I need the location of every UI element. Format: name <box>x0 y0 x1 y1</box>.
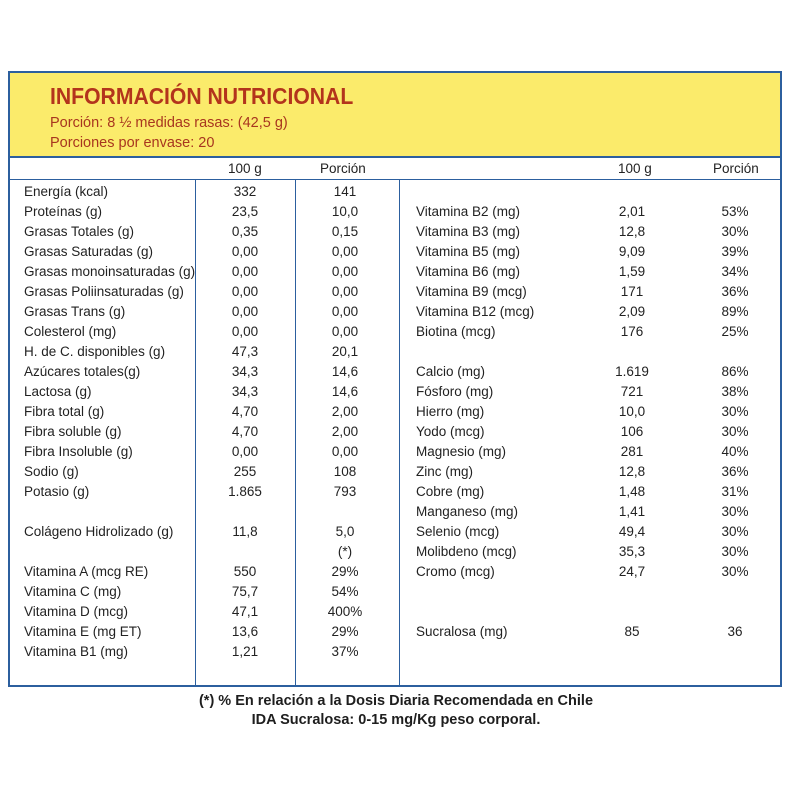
nutrient-label: Proteínas (g) <box>24 204 103 219</box>
nutrient-label: Fibra Insoluble (g) <box>24 444 133 459</box>
value-100g: 0,00 <box>231 284 259 299</box>
value-portion: 36 <box>727 624 743 639</box>
value-100g: 0,00 <box>231 304 259 319</box>
value-100g: 0,00 <box>231 264 259 279</box>
value-100g: 47,3 <box>231 344 259 359</box>
value-100g: 281 <box>620 444 644 459</box>
value-100g: 34,3 <box>231 364 259 379</box>
value-portion: 39% <box>721 244 749 259</box>
value-100g: 1,48 <box>618 484 646 499</box>
value-100g: 47,1 <box>231 604 259 619</box>
value-100g: 10,0 <box>618 404 646 419</box>
value-portion: 54% <box>331 584 359 599</box>
value-100g: 34,3 <box>231 384 259 399</box>
nutrient-label: Vitamina B2 (mg) <box>416 204 521 219</box>
value-100g: 721 <box>620 384 644 399</box>
nutrient-label: Grasas Saturadas (g) <box>24 244 154 259</box>
col-header-right-100g: 100 g <box>618 161 652 176</box>
value-portion: 10,0 <box>331 204 359 219</box>
value-100g: 0,00 <box>231 444 259 459</box>
value-portion: 30% <box>721 404 749 419</box>
footnote-sucralosa: IDA Sucralosa: 0-15 mg/Kg peso corporal. <box>251 712 541 728</box>
value-100g: 12,8 <box>618 464 646 479</box>
value-portion: 5,0 <box>335 524 355 539</box>
nutrient-label: Vitamina B12 (mcg) <box>416 304 535 319</box>
value-100g: 332 <box>233 184 257 199</box>
nutrient-label: Energía (kcal) <box>24 184 109 199</box>
value-portion: 31% <box>721 484 749 499</box>
nutrient-label: Fibra soluble (g) <box>24 424 122 439</box>
value-100g: 4,70 <box>231 404 259 419</box>
value-portion: 0,00 <box>331 444 359 459</box>
col-header-left-100g: 100 g <box>228 161 262 176</box>
value-portion: 36% <box>721 464 749 479</box>
serving-size: Porción: 8 ½ medidas rasas: (42,5 g) <box>50 115 288 131</box>
value-portion: 38% <box>721 384 749 399</box>
nutrient-label: Selenio (mcg) <box>416 524 500 539</box>
value-100g: 11,8 <box>232 524 258 539</box>
value-portion: 14,6 <box>331 364 359 379</box>
value-portion: 29% <box>331 564 359 579</box>
value-portion: 0,15 <box>331 224 359 239</box>
column-divider <box>195 179 196 687</box>
nutrient-label: Manganeso (mg) <box>416 504 519 519</box>
value-portion: 34% <box>721 264 749 279</box>
nutrient-label: Fósforo (mg) <box>416 384 494 399</box>
value-100g: 9,09 <box>618 244 646 259</box>
nutrient-label: Colágeno Hidrolizado (g) <box>24 524 174 539</box>
nutrient-label: Vitamina B5 (mg) <box>416 244 521 259</box>
nutrient-label: Sodio (g) <box>24 464 79 479</box>
col-header-left-portion: Porción <box>320 161 366 176</box>
column-divider <box>399 179 400 687</box>
value-portion: 30% <box>721 224 749 239</box>
value-portion: 0,00 <box>331 244 359 259</box>
nutrient-label: Vitamina B1 (mg) <box>24 644 129 659</box>
value-100g: 4,70 <box>231 424 259 439</box>
value-100g: 35,3 <box>618 544 646 559</box>
nutrient-label: Hierro (mg) <box>416 404 485 419</box>
value-100g: 0,35 <box>231 224 259 239</box>
value-portion: 108 <box>333 464 357 479</box>
value-100g: 13,6 <box>231 624 259 639</box>
nutrient-label: Zinc (mg) <box>416 464 473 479</box>
value-portion: 86% <box>721 364 749 379</box>
value-100g: 1.619 <box>615 364 649 379</box>
value-portion: 0,00 <box>331 324 359 339</box>
nutrient-label: Grasas Poliinsaturadas (g) <box>24 284 184 299</box>
value-100g: 1.865 <box>228 484 262 499</box>
nutrient-label: Vitamina B3 (mg) <box>416 224 521 239</box>
nutrient-label: Biotina (mcg) <box>416 324 496 339</box>
value-100g: 2,01 <box>618 204 646 219</box>
value-portion: 2,00 <box>331 404 359 419</box>
nutrient-label: Vitamina E (mg ET) <box>24 624 142 639</box>
value-100g: 2,09 <box>618 304 646 319</box>
value-portion: 793 <box>333 484 357 499</box>
value-100g: 75,7 <box>231 584 259 599</box>
value-100g: 106 <box>620 424 644 439</box>
value-100g: 171 <box>620 284 644 299</box>
col-header-right-portion: Porción <box>713 161 759 176</box>
nutrient-label: Vitamina D (mcg) <box>24 604 129 619</box>
value-portion: 2,00 <box>331 424 359 439</box>
value-portion: 30% <box>721 564 749 579</box>
header-divider <box>10 179 780 180</box>
value-portion: 37% <box>331 644 359 659</box>
nutrient-label: Vitamina C (mg) <box>24 584 122 599</box>
panel-title: INFORMACIÓN NUTRICIONAL <box>50 83 354 109</box>
value-100g: 176 <box>620 324 644 339</box>
nutrient-label: Fibra total (g) <box>24 404 105 419</box>
value-portion: 20,1 <box>331 344 359 359</box>
value-portion: 29% <box>331 624 359 639</box>
nutrient-label: Potasio (g) <box>24 484 90 499</box>
value-portion: (*) <box>337 544 353 559</box>
nutrient-label: Grasas Totales (g) <box>24 224 135 239</box>
value-100g: 1,21 <box>231 644 259 659</box>
value-portion: 30% <box>721 524 749 539</box>
value-portion: 141 <box>333 184 357 199</box>
nutrient-label: Yodo (mcg) <box>416 424 485 439</box>
nutrient-label: Grasas monoinsaturadas (g) <box>24 264 196 279</box>
value-100g: 49,4 <box>618 524 646 539</box>
value-portion: 14,6 <box>331 384 359 399</box>
value-100g: 24,7 <box>618 564 646 579</box>
value-portion: 0,00 <box>331 304 359 319</box>
value-portion: 30% <box>721 504 749 519</box>
value-portion: 25% <box>721 324 749 339</box>
value-100g: 23,5 <box>231 204 259 219</box>
header-band <box>10 73 780 158</box>
value-portion: 0,00 <box>331 284 359 299</box>
value-portion: 40% <box>721 444 749 459</box>
nutrient-label: H. de C. disponibles (g) <box>24 344 166 359</box>
value-portion: 30% <box>721 544 749 559</box>
value-100g: 1,59 <box>618 264 646 279</box>
column-divider <box>295 179 296 687</box>
value-portion: 0,00 <box>331 264 359 279</box>
nutrient-label: Molibdeno (mcg) <box>416 544 517 559</box>
nutrient-label: Cobre (mg) <box>416 484 485 499</box>
nutrient-label: Colesterol (mg) <box>24 324 117 339</box>
value-portion: 89% <box>721 304 749 319</box>
value-portion: 30% <box>721 424 749 439</box>
nutrient-label: Magnesio (mg) <box>416 444 507 459</box>
nutrient-label: Grasas Trans (g) <box>24 304 126 319</box>
nutrient-label: Vitamina B9 (mcg) <box>416 284 527 299</box>
value-portion: 400% <box>327 604 363 619</box>
value-portion: 53% <box>721 204 749 219</box>
servings-per-pack: Porciones por envase: 20 <box>50 135 215 151</box>
value-100g: 255 <box>233 464 257 479</box>
value-100g: 1,41 <box>618 504 646 519</box>
footnote-dosis: (*) % En relación a la Dosis Diaria Recomendada en Chile <box>198 693 594 709</box>
nutrient-label: Vitamina B6 (mg) <box>416 264 521 279</box>
value-100g: 12,8 <box>618 224 646 239</box>
value-100g: 85 <box>624 624 640 639</box>
nutrient-label: Vitamina A (mcg RE) <box>24 564 149 579</box>
nutrient-label: Cromo (mcg) <box>416 564 495 579</box>
value-100g: 550 <box>233 564 257 579</box>
nutrient-label: Sucralosa (mg) <box>416 624 508 639</box>
value-100g: 0,00 <box>231 324 259 339</box>
value-portion: 36% <box>721 284 749 299</box>
nutrition-panel <box>8 71 782 687</box>
nutrient-label: Calcio (mg) <box>416 364 486 379</box>
nutrient-label: Azúcares totales(g) <box>24 364 141 379</box>
value-100g: 0,00 <box>231 244 259 259</box>
nutrient-label: Lactosa (g) <box>24 384 92 399</box>
